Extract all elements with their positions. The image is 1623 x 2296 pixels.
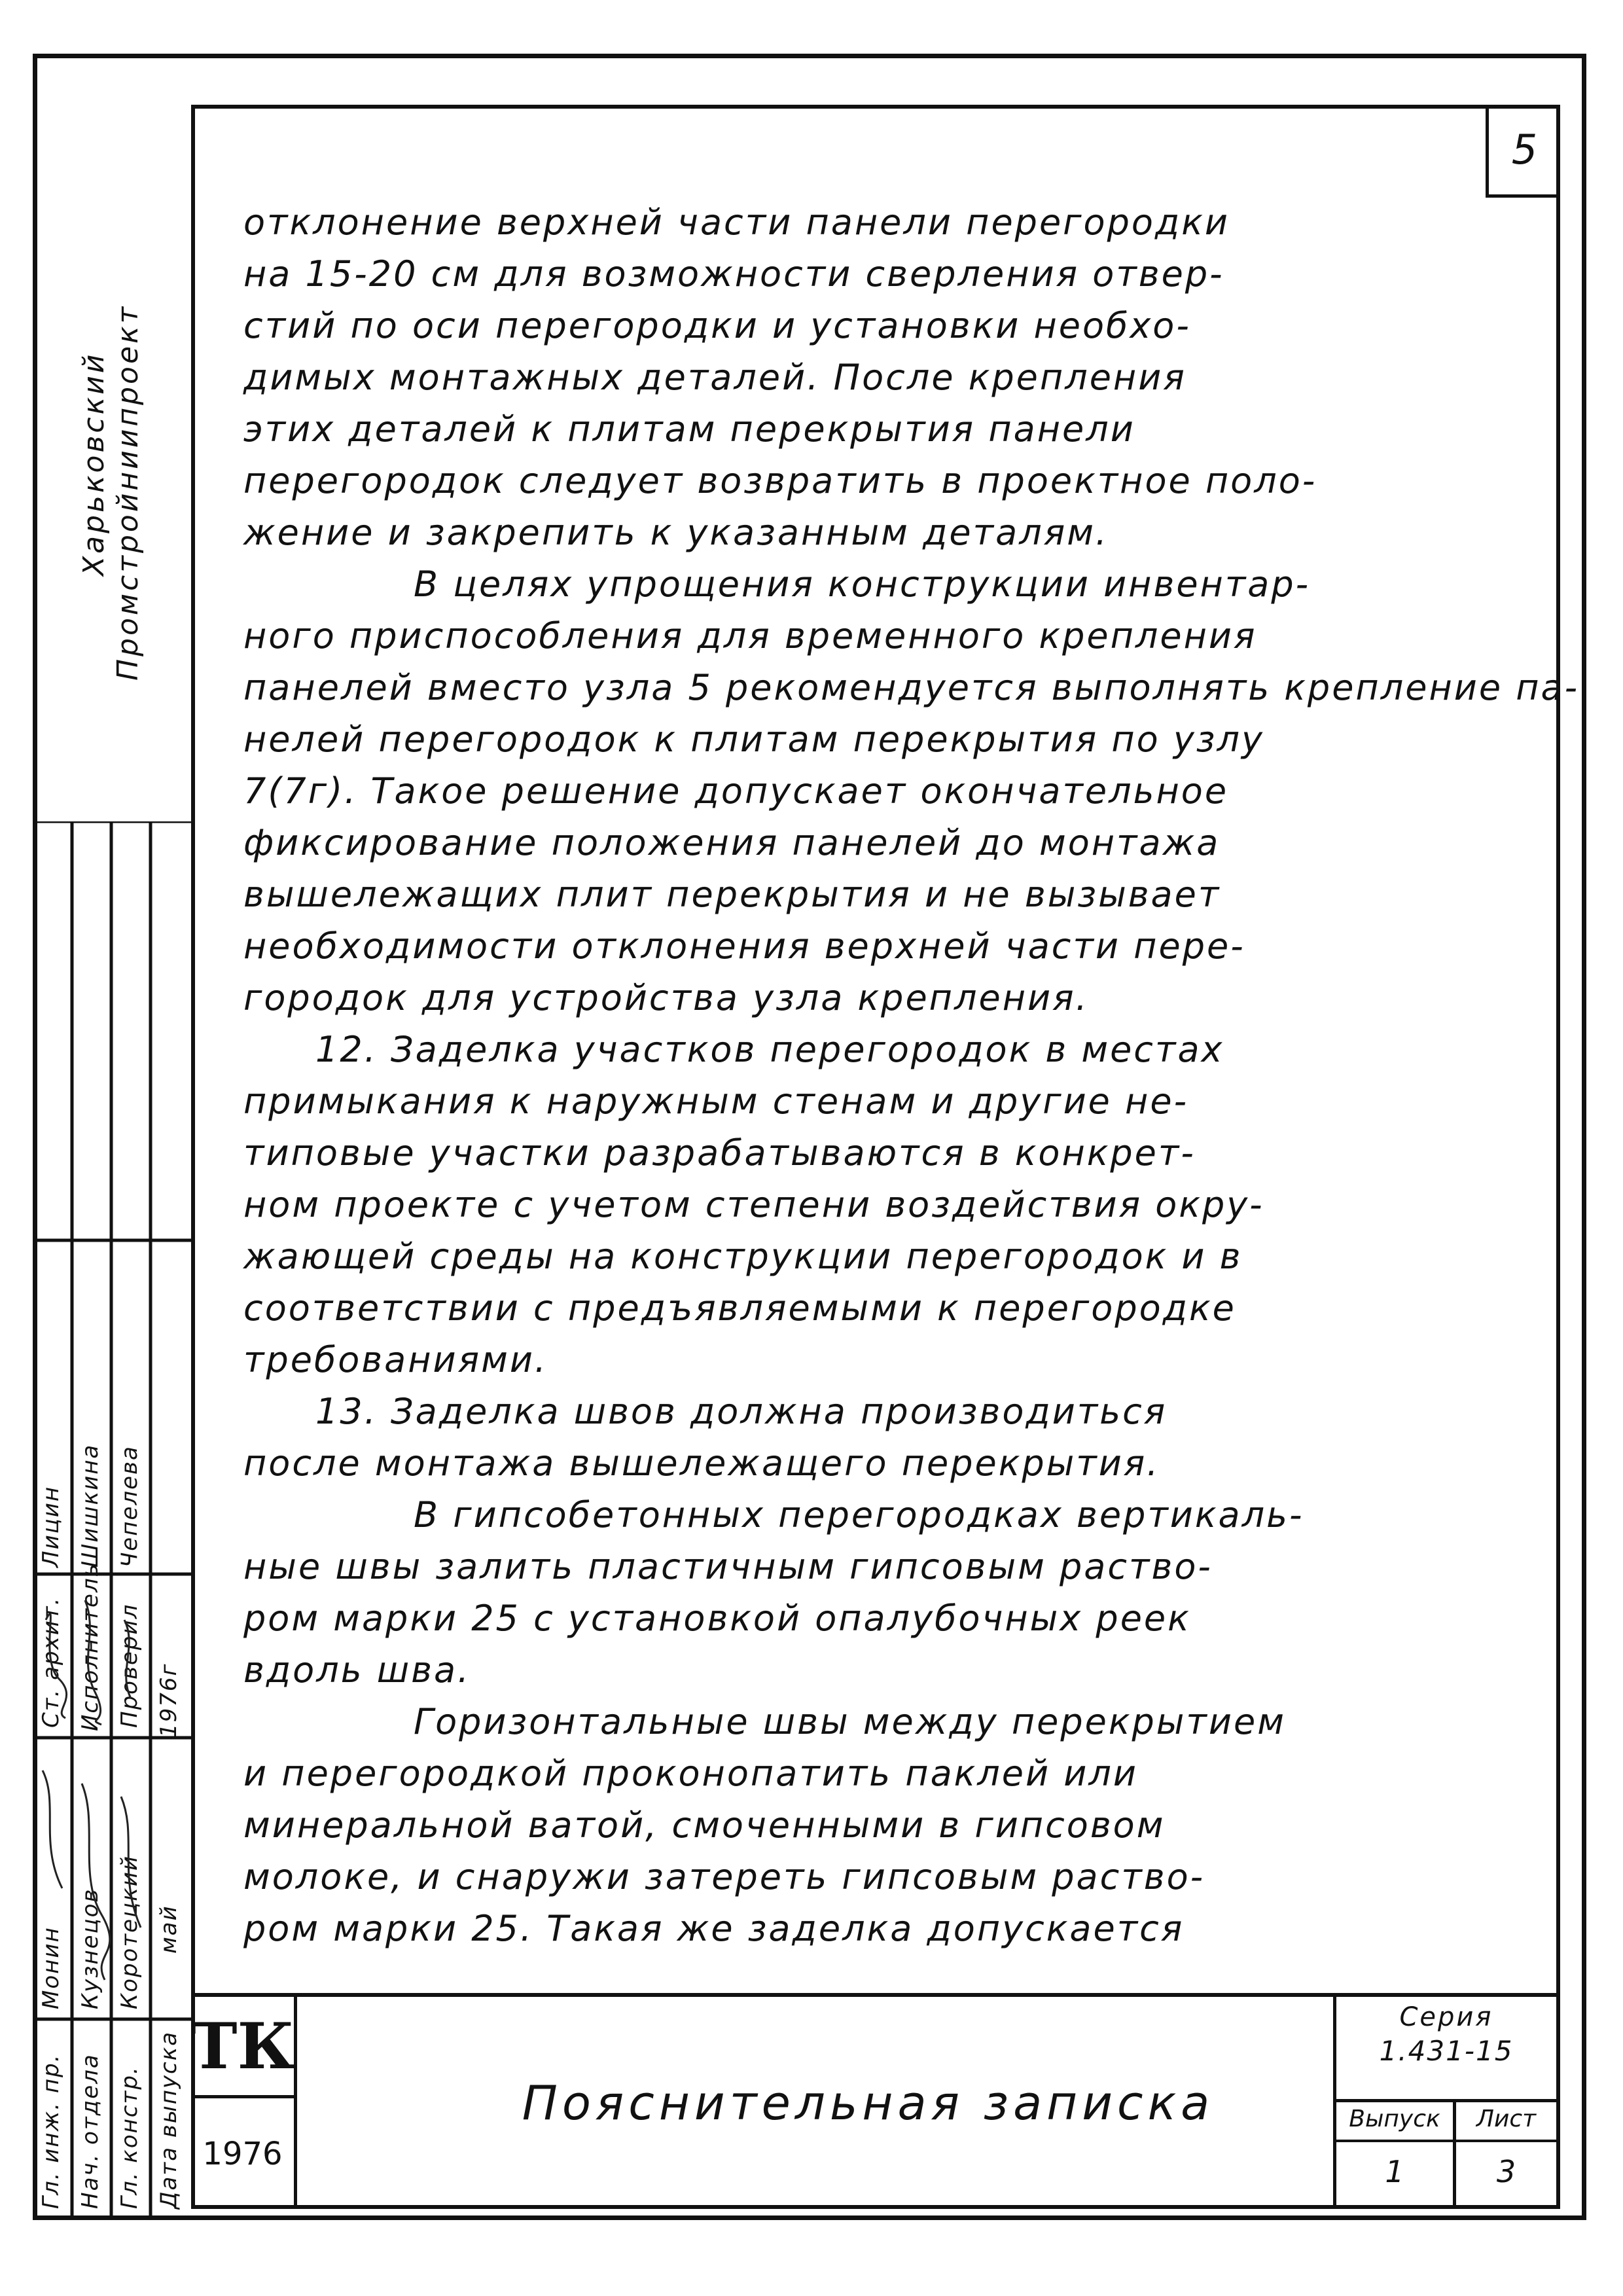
body-text-line: нелей перегородок к плитам перекрытия по узлу bbox=[243, 719, 1264, 760]
issue-label: Выпуск bbox=[1349, 2106, 1440, 2132]
body-text-line: необходимости отклонения верхней части пере- bbox=[243, 925, 1245, 967]
body-text-line: В гипсобетонных перегородках вертикаль- bbox=[414, 1494, 1304, 1535]
tk-logo: ТК bbox=[191, 1997, 294, 2098]
body-text-line: жение и закрепить к указанным деталям. bbox=[243, 512, 1109, 553]
body-text-line: требованиями. bbox=[243, 1339, 548, 1380]
body-text-line: 7(7г). Такое решение допускает окончательное bbox=[243, 770, 1229, 812]
stamp-name-chief-engineer: Монин bbox=[38, 1926, 64, 2009]
sheet-number-box bbox=[1486, 105, 1560, 198]
body-text-line: примыкания к наружным стенам и другие не- bbox=[243, 1081, 1189, 1122]
stamp-role-chief-designer: Гл. констр. bbox=[116, 2066, 143, 2209]
body-text-line: панелей вместо узла 5 рекомендуется выполнять крепление па- bbox=[243, 667, 1580, 708]
body-text-line: димых монтажных деталей. После крепления bbox=[243, 357, 1186, 398]
stamp-release-month: май bbox=[156, 1905, 182, 1954]
body-text-line: ном проекте с учетом степени воздействия окру- bbox=[243, 1184, 1264, 1225]
body-text-line: стий по оси перегородки и установки необхо- bbox=[243, 305, 1191, 346]
handwritten-signatures-lower bbox=[33, 1744, 191, 2006]
body-text bbox=[243, 196, 1580, 1954]
stamp-release-year: 1976г bbox=[156, 1662, 182, 1738]
series-label: Серия bbox=[1399, 2002, 1493, 2032]
body-text-line: типовые участки разрабатываются в конкрет- bbox=[243, 1132, 1196, 1174]
body-text-line: В целях упрощения конструкции инвентар- bbox=[414, 564, 1311, 605]
body-text-line: Горизонтальные швы между перекрытием bbox=[414, 1701, 1286, 1742]
stamp-name-executor: Шишкина bbox=[77, 1443, 103, 1568]
body-text-line: жающей среды на конструкции перегородок и в bbox=[243, 1236, 1243, 1277]
stamp-name-senior-architect: Лицин bbox=[38, 1485, 64, 1568]
stamp-role-chief-engineer: Гл. инж. пр. bbox=[38, 2053, 64, 2209]
sheet-value: 3 bbox=[1496, 2154, 1516, 2189]
series-divider bbox=[1336, 2099, 1556, 2102]
body-text-line: соответствии с предъявляемыми к перегородке bbox=[243, 1287, 1236, 1329]
body-text-line: ные швы залить пластичным гипсовым раство- bbox=[243, 1546, 1213, 1587]
organization-line-1: Харьковский bbox=[77, 351, 111, 576]
issue-sheet-hline bbox=[1336, 2140, 1556, 2142]
sheet-number: 5 bbox=[1511, 126, 1538, 173]
stamp-role-checked-by: Проверил bbox=[116, 1603, 143, 1728]
tk-cell bbox=[191, 1997, 297, 2209]
title-block-year: 1976 bbox=[202, 2135, 283, 2172]
sheet-label: Лист bbox=[1476, 2106, 1537, 2132]
series-value: 1.431-15 bbox=[1379, 2035, 1514, 2067]
body-text-line: и перегородкой проконопатить паклей или bbox=[243, 1753, 1138, 1794]
document-title: Пояснительная записка bbox=[522, 2075, 1215, 2130]
body-text-line: молоке, и снаружи затереть гипсовым раство- bbox=[243, 1856, 1205, 1897]
body-text-line: вышележащих плит перекрытия и не вызывает bbox=[243, 874, 1221, 915]
body-text-line: после монтажа вышележащего перекрытия. bbox=[243, 1443, 1160, 1484]
stamp-name-checked-by: Чепелева bbox=[116, 1445, 143, 1568]
series-block bbox=[1333, 1997, 1556, 2209]
body-text-line: отклонение верхней части панели перегородки bbox=[243, 202, 1230, 243]
body-text-line: минеральной ватой, смоченными в гипсовом bbox=[243, 1804, 1166, 1846]
body-text-line: перегородок следует возвратить в проектное поло- bbox=[243, 460, 1317, 501]
body-text-line: 12. Заделка участков перегородок в местах bbox=[315, 1029, 1224, 1070]
body-text-line: этих деталей к плитам перекрытия панели bbox=[243, 408, 1135, 450]
signature-stamp bbox=[33, 821, 191, 2220]
issue-value: 1 bbox=[1385, 2154, 1404, 2189]
body-text-line: фиксирование положения панелей до монтажа bbox=[243, 822, 1221, 863]
body-text-line: ром марки 25 с установкой опалубочных реек bbox=[243, 1598, 1191, 1639]
title-block bbox=[191, 1993, 1560, 2209]
stamp-role-release-date: Дата выпуска bbox=[156, 2030, 182, 2209]
body-text-line: на 15-20 см для возможности сверления отвер- bbox=[243, 253, 1224, 295]
stamp-name-chief-designer: Коротецкий bbox=[116, 1855, 143, 2009]
body-text-line: вдоль шва. bbox=[243, 1649, 471, 1691]
organization-vertical-label bbox=[77, 209, 149, 681]
body-text-line: городок для устройства узла крепления. bbox=[243, 977, 1089, 1018]
stamp-role-department-head: Нач. отдела bbox=[77, 2053, 103, 2209]
handwritten-signatures bbox=[33, 1581, 191, 1731]
stamp-role-senior-architect: Ст. архит. bbox=[38, 1596, 64, 1728]
organization-line-2: Промстройниипроект bbox=[111, 304, 145, 681]
body-text-line: 13. Заделка швов должна производиться bbox=[315, 1391, 1168, 1432]
body-text-line: ром марки 25. Такая же заделка допускается bbox=[243, 1908, 1185, 1949]
stamp-role-executor: Исполнитель bbox=[77, 1562, 103, 1731]
stamp-name-department-head: Кузнецов bbox=[77, 1888, 103, 2009]
body-text-line: ного приспособления для временного крепления bbox=[243, 615, 1257, 656]
